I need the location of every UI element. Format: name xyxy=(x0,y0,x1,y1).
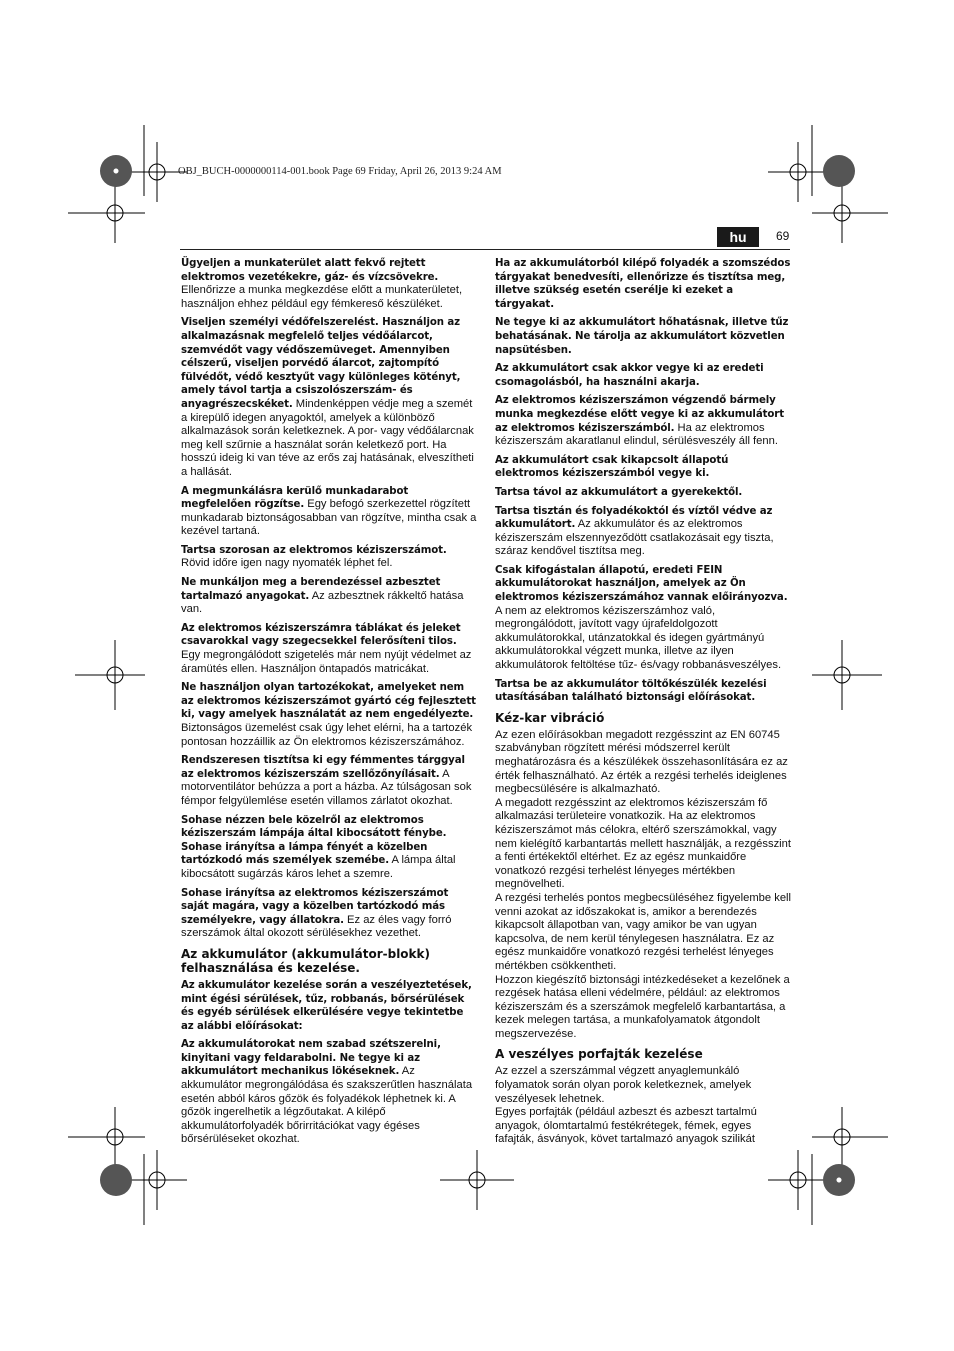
paragraph: Sohase nézzen bele közelről az elektromos kéziszerszám lámpája által kibocsátott fénybe. Sohase irányítsa a lámpa fényét a közelben tartózkodó más személyek szemébe. A lámpa által kibocsátott sugárzás káros lehet a szemre. xyxy=(181,814,456,880)
right-column xyxy=(495,257,791,1147)
paragraph: Egyes porfajták (például azbeszt és azbeszt tartalmú anyagok, ólomtartalmú festékrétegek, fémek, egyes fafajták, ásványok, követ tartalmazó anyagok szilikát xyxy=(495,1106,757,1146)
left-column xyxy=(181,257,477,1152)
color-target-disk xyxy=(100,155,132,187)
section-heading: Az akkumulátor (akkumulátor-blokk) felhasználása és kezelése. xyxy=(181,946,430,975)
paragraph: Csak kifogástalan állapotú, eredeti FEIN akkumulátorokat használjon, amelyek az Ön elektromos kéziszerszámához vannak előirányozva. A nem az elektromos kéziszerszámhoz való, megrongálódott, javított vagy újrafeldolgozott akkumulátorokkal, utánzatokkal és idegen gyártmányú akkumulátorokkal végzett munka, illetve az ilyen akkumulátorok feltöltése tűz- és/vagy robbanásveszélyes. xyxy=(495,564,788,672)
header-rule xyxy=(180,249,790,250)
color-target-disk xyxy=(100,1164,132,1196)
paragraph: Ne munkáljon meg a berendezéssel azbesztet tartalmazó anyagokat. Az azbesztnek rákkeltő hatása van. xyxy=(181,577,464,616)
paragraph: A megmunkálásra kerülő munkadarabot megfelelően rögzítse. Egy befogó szerkezettel rögzített munkadarab biztonságosabban van rögzítve, mintha csak a kezével tartaná. xyxy=(181,485,477,538)
paragraph: Az ezen előírásokban megadott rezgésszint az EN 60745 szabványban rögzített mérési módszerrel került meghatározásra és a készülékek összehasonlítására ez az érték felhasználható. Az érték a rezgési terhelés ideiglenes megbecsülésére is alkalmazható. xyxy=(495,728,788,796)
paragraph: Rendszeresen tisztítsa ki egy fémmentes tárggyal az elektromos kéziszerszám szellőzőnyílásait. A motorventilátor behúzza a port a házba. Az túlságosan sok fémpor felgyülemlése esetén villamos zárlatot okozhat. xyxy=(181,755,472,807)
paragraph: Viseljen személyi védőfelszerelést. Használjon az alkalmazásnak megfelelő teljes védőálarcot, szemvédőt vagy védőszemüveget. Amennyiben célszerű, viseljen porvédő álarcot, zajtompító fülvédőt, védő kesztyűt vagy különleges kötényt, amely távol tartja a csiszolószerszám- és anyagrészecskéket. Mindenképpen védje meg a szemét a kirepülő idegen anyagoktól, amelyek a különböző alkalmazások során keletkeznek. A por- vagy védőálarcnak meg kell szűrnie a használat során keletkező port. Ha hosszú ideig ki van téve az erős zaj hatásának, elveszítheti a hallását. xyxy=(181,317,474,478)
page-number: 69 xyxy=(776,229,790,243)
paragraph: Tartsa tisztán és folyadékoktól és víztől védve az akkumulátort. Az akkumulátor és az elektromos kéziszerszám elszennyeződött csatlakozásait egy tiszta, száraz kendővel tisztítsa meg. xyxy=(495,505,774,558)
paragraph: Az ezzel a szerszámmal végzett anyaglemunkáló folyamatok során olyan porok keletkeznek, amelyek veszélyesek lehetnek. xyxy=(495,1065,752,1105)
paragraph: Az akkumulátort csak kikapcsolt állapotú elektromos kéziszerszámból vegye ki. xyxy=(495,454,729,480)
paragraph: Tartsa szorosan az elektromos kéziszerszámot. Rövid időre igen nagy nyomaték léphet fel. xyxy=(181,544,447,570)
language-badge: hu xyxy=(717,227,759,247)
paragraph: Az akkumulátort csak akkor vegye ki az eredeti csomagolásból, ha használni akarja. xyxy=(495,363,764,388)
paragraph: Tartsa távol az akkumulátort a gyerekektől. xyxy=(495,486,743,498)
color-target-disk xyxy=(823,155,855,187)
paragraph: Az akkumulátor kezelése során a veszélyeztetések, mint égési sérülések, tűz, robbanás, bőrsérülések és egyéb sérülések elkerülésére vegye tekintetbe az alábbi előírásokat: xyxy=(181,979,472,1032)
section-heading: A veszélyes porfajták kezelése xyxy=(495,1047,703,1062)
paragraph: Ne tegye ki az akkumulátort hőhatásnak, illetve tűz behatásának. Ne tárolja az akkumulátort közvetlen napsütésben. xyxy=(495,317,789,356)
paragraph: Ügyeljen a munkaterület alatt fekvő rejtett elektromos vezetékekre, gáz- és vízcsövekre. Ellenőrizze a munka megkezdése előtt a munkaterületet, használjon ehhez például egy fémkereső készüléket. xyxy=(181,258,463,310)
paragraph: Ne használjon olyan tartozékokat, amelyeket nem az elektromos kéziszerszámot gyártó cég fejlesztett ki, vagy amelyek használatát az nem engedélyezte. Biztonságos üzemelést csak úgy lehet elérni, ha a tartozék pontosan hozzáillik az Ön elektromos kéziszerszámához. xyxy=(181,682,476,748)
paragraph: Hozzon kiegészítő biztonsági intézkedéseket a kezelőnek a rezgések hatása elleni védelmére, például: az elektromos kéziszerszám és a szerszámok megfelelő karbantartása, a kezek melegen tartása, a munkafolyamatok átgondolt megszervezése. xyxy=(495,973,790,1040)
print-header: OBJ_BUCH-0000000114-001.book Page 69 Friday, April 26, 2013 9:24 AM xyxy=(178,166,502,177)
paragraph: Ha az akkumulátorból kilépő folyadék a szomszédos tárgyakat benedvesíti, ellenőrizze és tisztítsa meg, illetve szükség esetén cserélje ki ezeket a tárgyakat. xyxy=(495,258,791,310)
section-heading: Kéz-kar vibráció xyxy=(495,710,605,725)
paragraph: A rezgési terhelés pontos megbecsüléséhez figyelembe kell venni azokat az időszakokat is, amikor a berendezés kikapcsolt állapotban van, vagy amikor be van ugyan kapcsolva, de nem kerül ténylegesen használatra. Ez az egész munkaidőre vonatkozó rezgési terhelést lényeges mértékben csökkentheti. xyxy=(495,891,792,972)
paragraph: A megadott rezgésszint az elektromos kéziszerszám fő alkalmazási területeire vonatkozik. Ha az elektromos kéziszerszámot más célokra, eltérő szerszámokkal, vagy nem kielégítő karbantartás mellett használják, a rezgésszint a fenti értékektől eltérhet. Ez az egész munkaidőre vonatkozó rezgési terhelést lényeges mértékben megnövelheti. xyxy=(495,796,791,891)
paragraph: Az elektromos kéziszerszámra táblákat és jeleket csavarokkal vagy szegecsekkel felerősíteni tilos. Egy megrongálódott szigetelés már nem nyújt védelmet az áramütés ellen. Használjon öntapadós matricákat. xyxy=(181,622,472,675)
paragraph: Az akkumulátorokat nem szabad szétszerelni, kinyitani vagy feldarabolni. Ne tegye ki az akkumulátort mechanikus lökéseknek. Az akkumulátor megrongálódása és szakszerűtlen használata esetén abból káros gőzök és folyadékok léphetnek ki. A gőzök ingerelhetik a légzőutakat. A kilépő akkumulátorfolyadék bőrirritációkat vagy égéses bőrsérüléseket okozhat. xyxy=(181,1039,473,1146)
paragraph: Tartsa be az akkumulátor töltőkészülék kezelési utasításában található biztonsági előírásokat. xyxy=(495,678,767,704)
paragraph: Sohase irányítsa az elektromos kéziszerszámot saját magára, vagy a közelben tartózkodó más személyekre, vagy állatokra. Ez az éles vagy forró szerszámok által okozott sérülésekhez vezethet. xyxy=(181,887,452,940)
color-target-disk xyxy=(823,1164,855,1196)
paragraph: Az elektromos kéziszerszámon végzendő bármely munka megkezdése előtt vegye ki az akkumulátort az elektromos kéziszerszámból. Ha az elektromos kéziszerszám akaratlanul elindul, sérülésveszély áll fenn. xyxy=(495,395,784,448)
